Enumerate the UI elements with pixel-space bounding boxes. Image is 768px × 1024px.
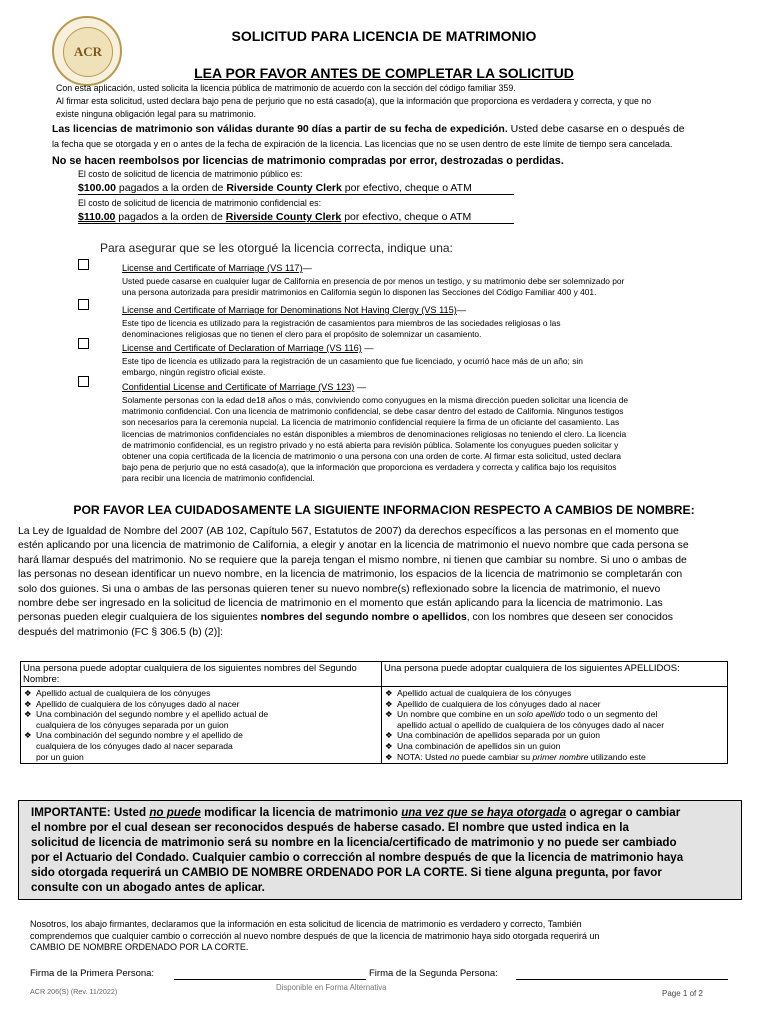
option-desc: matrimonio confidencial. Con una licencia de matrimonio confidencial, se debe casar dentro del estado de California. Ningunos testigos xyxy=(122,406,624,417)
option-suffix: — xyxy=(354,382,367,392)
important-line: por el Actuario del Condado. Cualquier cambio o corrección al nombre después de que la licencia de matrimonio haya xyxy=(31,851,684,864)
declaration-line: comprendemos que cualquier cambio o corrección al nuevo nombre después de que la licencia de matrimonio haya sido otorgada requerirá un xyxy=(30,930,600,941)
fee-mid: pagados a la orden de xyxy=(115,211,226,223)
public-fee-label: El costo de solicitud de licencia de matrimonio público es: xyxy=(78,169,303,179)
important-text: IMPORTANTE: Usted xyxy=(31,806,150,819)
checkbox-vs116[interactable] xyxy=(78,338,89,349)
body-line: personas pueden elegir cualquiera de los siguientes xyxy=(18,612,261,624)
validity-block xyxy=(52,122,752,137)
item-emphasis: no xyxy=(449,751,460,762)
body-bold: nombres del segundo nombre o apellidos xyxy=(260,612,467,624)
option-vs115 xyxy=(122,300,732,340)
name-options-table xyxy=(20,661,728,764)
page-number: Page 1 of 2 xyxy=(662,989,703,998)
option-desc: Este tipo de licencia es utilizado para la registración de un casamiento que fue licenciado, y ocurrió hace más de un año; sin xyxy=(122,356,583,366)
fee-rest: por efectivo, cheque o ATM xyxy=(341,211,472,223)
important-text: modificar la licencia de matrimonio xyxy=(200,806,402,819)
item-text: Una combinación de apellidos sin un guion xyxy=(397,740,561,751)
item-text: Apellido actual de cualquiera de los cónyuges xyxy=(397,688,572,698)
item-text: Apellido de cualquiera de los cónyuges dado al nacer xyxy=(397,698,601,709)
option-suffix: — xyxy=(361,343,374,353)
bullet-icon: ❖ xyxy=(385,751,393,762)
option-desc: de matrimonio confidencial, es un registro privado y no está abierta para revisión pública. Solamente los conyugues pueden solicitar y xyxy=(122,439,619,450)
seal-text: ACR xyxy=(63,27,113,77)
bullet-icon: ❖ xyxy=(24,698,32,709)
table-body xyxy=(21,687,727,763)
body-line: estén aplicando por una licencia de matrimonio de California, a elegir y anotar en la licencia de matrimonio el nuevo nombre que cada persona se xyxy=(18,540,689,552)
item-text: puede cambiar su xyxy=(459,751,533,762)
option-suffix: — xyxy=(456,305,467,315)
option-desc: son necesarios para la ceremonia nupcial. La licencia de matrimonio confidencial requiere la firma de un oficiante del casamiento. Las xyxy=(122,417,620,428)
second-signature-label: Firma de la Segunda Persona: xyxy=(369,968,498,979)
intro-block xyxy=(56,82,756,121)
body-line: , con los nombres que deseen ser conocidos xyxy=(466,612,673,624)
list-item xyxy=(24,699,378,710)
body-line: nombre debe ser ingresado en la solicitud de licencia de matrimonio en el momento que están aplicando para la licencia de matrimonio. Las xyxy=(18,598,663,610)
list-item xyxy=(385,741,724,752)
table-header xyxy=(21,662,727,687)
important-line: sido otorgada requerirá un CAMBIO DE NOMBRE ORDENADO POR LA CORTE. Si tiene alguna pregunta, por favor xyxy=(31,866,662,879)
public-fee-line xyxy=(78,182,514,195)
fee-payee: Riverside County Clerk xyxy=(225,211,342,223)
item-text: todo o un segmento del xyxy=(565,709,658,720)
bullet-icon: ❖ xyxy=(24,730,32,741)
body-line: La Ley de Igualdad de Nombre del 2007 (AB 102, Capítulo 567, Estatutos de 2007) da derechos específicos a las personas en el momento que xyxy=(18,526,679,537)
body-line: solo dos guiones. Si una o ambas de las personas quieren tener su nuevo nombre(s) reflexionado sobre la licencia de matrimonio, el nuevo xyxy=(18,583,661,595)
item-text: cualquiera de los cónyuges separada por un guion xyxy=(36,719,229,730)
important-line: solicitud de licencia de matrimonio será su nombre en la licencia/certificado de matrimonio y no puede ser cambiado xyxy=(31,836,677,849)
fee-mid: pagados a la orden de xyxy=(115,182,227,194)
name-change-body xyxy=(18,525,758,640)
list-item xyxy=(385,709,724,730)
first-signature-label: Firma de la Primera Persona: xyxy=(30,968,155,979)
middle-name-options xyxy=(21,687,382,763)
alternate-format-note: Disponible en Forma Alternativa xyxy=(276,983,387,992)
public-fee-amount: $100.00 xyxy=(78,182,116,194)
body-line: hará llamar después del matrimonio. No se requiere que la pareja tengan el mismo nombre, ni tienen que cambiar su nombre. Si uno o ambas de xyxy=(18,554,687,566)
important-text: o agregar o cambiar xyxy=(566,806,681,819)
bullet-icon: ❖ xyxy=(385,698,393,709)
option-desc: Usted puede casarse en cualquier lugar de California en presencia de por menos un testigo, y su matrimonio debe ser solemnizado por xyxy=(122,276,625,286)
form-id: ACR 206(S) (Rev. 11/2022) xyxy=(30,987,118,996)
option-title: Confidential License and Certificate of Marriage (VS 123) xyxy=(122,382,355,392)
item-emphasis: solo apellido xyxy=(517,709,566,720)
validity-bold: Las licencias de matrimonio son válidas durante 90 días a partir de su fecha de expedición. xyxy=(52,123,508,135)
bullet-icon: ❖ xyxy=(24,688,32,698)
validity-rest: Usted debe casarse en o después de xyxy=(507,123,685,135)
confidential-fee-label: El costo de solicitud de licencia de matrimonio confidencial es: xyxy=(78,198,322,208)
fee-rest: por efectivo, cheque o ATM xyxy=(341,182,472,194)
list-item xyxy=(24,709,378,730)
validity-line2: la fecha que se otorgada y en o antes de la fecha de expiración de la licencia. Las licencias que no se usen dentro de este límite de tiempo sera cancelada. xyxy=(52,139,673,149)
list-item xyxy=(385,699,724,710)
body-line: después del matrimonio (FC § 306.5 (b) (2)]: xyxy=(18,626,224,638)
confidential-fee-amount: $110.00 xyxy=(78,211,116,223)
page-title: SOLICITUD PARA LICENCIA DE MATRIMONIO xyxy=(231,28,537,44)
item-emphasis: primer nombre xyxy=(532,751,589,762)
checkbox-vs117[interactable] xyxy=(78,259,89,270)
checkbox-vs115[interactable] xyxy=(78,299,89,310)
options-prompt: Para asegurar que se les otorgué la licencia correcta, indique una: xyxy=(100,241,453,255)
bullet-icon: ❖ xyxy=(24,709,32,720)
refund-notice: No se hacen reembolsos por licencias de matrimonio compradas por error, destrozadas o perdidas. xyxy=(52,155,564,167)
item-text: Una combinación del segundo nombre y el apellido actual de xyxy=(36,709,269,720)
bullet-icon: ❖ xyxy=(385,688,393,698)
item-text: Un nombre que combine en un xyxy=(397,709,518,720)
list-item xyxy=(385,688,724,699)
intro-line: existe ninguna obligación legal para su matrimonio. xyxy=(56,109,257,119)
declaration-line: Nosotros, los abajo firmantes, declaramos que la información en esta solicitud de licencia de matrimonio es verdadero y correcto, También xyxy=(30,919,582,929)
option-desc: una persona autorizada para presidir matrimonios en California según lo disponen las Secciones del Código Familiar 400 y 401. xyxy=(122,287,597,298)
fee-payee: Riverside County Clerk xyxy=(226,182,342,194)
list-item xyxy=(385,752,724,763)
bullet-icon: ❖ xyxy=(385,740,393,751)
item-text: Una combinación de apellidos separada por un guion xyxy=(397,730,601,741)
option-desc: Este tipo de licencia es utilizado para la registración de casamientos para miembros de las sociedades religiosas o las xyxy=(122,318,561,328)
right-header: Una persona puede adoptar cualquiera de los siguientes APELLIDOS: xyxy=(384,663,680,674)
declaration xyxy=(30,919,750,954)
first-signature-field[interactable] xyxy=(174,969,366,980)
option-title: License and Certificate of Marriage (VS 117) xyxy=(122,263,303,273)
list-item xyxy=(385,730,724,741)
body-line: las personas no desean identificar un nuevo nombre, en la licencia de matrimonio, los espacios de la licencia de matrimonio se completarán con xyxy=(18,569,683,581)
surname-options xyxy=(382,687,727,763)
declaration-line: CAMBIO DE NOMBRE ORDENADO POR LA CORTE. xyxy=(30,942,249,953)
item-text: utilizando este xyxy=(588,751,646,762)
checkbox-vs123[interactable] xyxy=(78,376,89,387)
option-desc: denominaciones religiosas que no tienen el clero para el propósito de solemnizar un casamiento. xyxy=(122,329,482,340)
option-desc: licencias de matrimonios confidenciales no están disponibles a miembros de denominaciones religiosas no teniendo el clero. La licencia xyxy=(122,428,627,439)
left-header: Una persona puede adoptar cualquiera de los siguientes nombres del Segundo Nombre: xyxy=(21,662,382,686)
important-line: consulte con un abogado antes de aplicar. xyxy=(31,881,265,894)
item-text: Apellido de cualquiera de los cónyuges dado al nacer xyxy=(36,698,240,709)
option-title: License and Certificate of Marriage for Denominations Not Having Clergy (VS 115) xyxy=(122,305,457,315)
second-signature-field[interactable] xyxy=(516,969,728,980)
important-line: el nombre por el cual desean ser reconocidos después de haberse casado. El nombre que usted indica en la xyxy=(31,821,629,834)
important-emphasis: una vez que se haya otorgada xyxy=(401,806,567,819)
confidential-fee-line xyxy=(78,211,514,224)
item-text: Apellido actual de cualquiera de los cónyuges xyxy=(36,688,211,698)
option-desc: bajo pena de perjurio que no está casado(a), que la información que proporciona es verdadera y correcta y califica bajo los requisitos xyxy=(122,462,617,473)
bullet-icon: ❖ xyxy=(385,709,393,720)
list-item xyxy=(24,688,378,699)
name-change-heading: POR FAVOR LEA CUIDADOSAMENTE LA SIGUIENTE INFORMACION RESPECTO A CAMBIOS DE NOMBRE: xyxy=(73,503,695,517)
item-text: apellido actual o apellido de cualquiera de los cónyuges dado al nacer xyxy=(397,719,665,730)
option-suffix: — xyxy=(302,263,312,273)
important-emphasis: no puede xyxy=(149,806,201,819)
item-text: NOTA: Usted xyxy=(397,751,450,762)
intro-line: Al firmar esta solicitud, usted declara bajo pena de perjurio que no está casado(a), que la información que proporciona es verdadera y correcta, y que no xyxy=(56,96,652,106)
option-desc: obtener una copia certificada de la licencia de matrimonio o una persona con una orden de corte. Al firmar esta solicitud, usted declara xyxy=(122,451,622,462)
page-subtitle: LEA POR FAVOR ANTES DE COMPLETAR LA SOLICITUD xyxy=(194,65,574,81)
option-vs117 xyxy=(122,258,732,298)
important-notice xyxy=(18,800,742,900)
bullet-icon: ❖ xyxy=(385,730,393,741)
option-vs123 xyxy=(122,377,732,485)
option-desc: para recibir una licencia de matrimonio confidencial. xyxy=(122,473,315,484)
option-desc: embargo, ningún registro oficial existe. xyxy=(122,367,266,378)
item-text: cualquiera de los cónyuges dado al nacer separada xyxy=(36,740,233,751)
item-text: Una combinación del segundo nombre y el apellido de xyxy=(36,730,243,741)
item-text: por un guion xyxy=(36,751,84,762)
option-vs116 xyxy=(122,338,732,378)
option-desc: Solamente personas con la edad de18 años o más, conviviendo como conyugues en la misma dirección pueden solicitar una licencia de xyxy=(122,395,629,405)
list-item xyxy=(24,730,378,762)
intro-line: Con esta aplicación, usted solicita la licencia pública de matrimonio de acuerdo con la sección del código familiar 359. xyxy=(56,83,516,93)
option-title: License and Certificate of Declaration of Marriage (VS 116) xyxy=(122,343,362,353)
